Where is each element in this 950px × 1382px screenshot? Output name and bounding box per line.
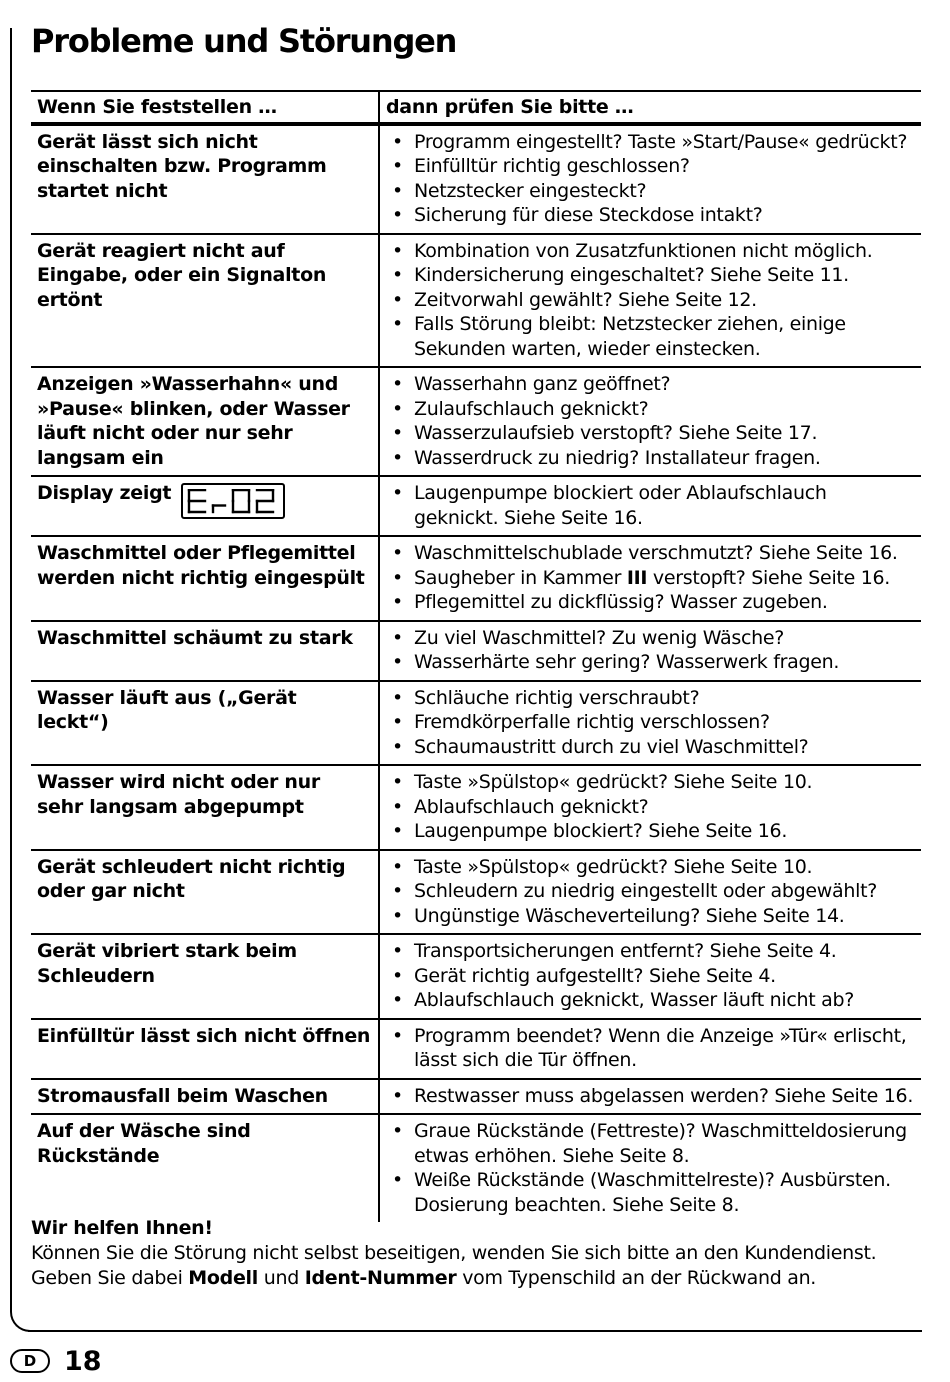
bullet-icon: • bbox=[392, 1169, 403, 1191]
list-item bbox=[386, 770, 915, 795]
checks-cell bbox=[379, 934, 921, 1019]
list-item bbox=[386, 481, 915, 530]
problem-text: Waschmittel oder Pflegemittel werden nicht richtig eingespült bbox=[37, 542, 365, 589]
help-line-1: Können Sie die Störung nicht selbst beseitigen, wenden Sie sich bitte an den Kundendienst. bbox=[31, 1242, 877, 1264]
check-text: Graue Rückstände (Fettreste)? Waschmitteldosierung etwas erhöhen. Siehe Seite 8. bbox=[414, 1120, 907, 1167]
check-text: Ablaufschlauch geknickt? bbox=[414, 795, 649, 818]
help-line-2-text: und bbox=[257, 1267, 305, 1289]
checks-cell bbox=[379, 367, 921, 476]
bullet-icon: • bbox=[392, 373, 403, 395]
problem-cell bbox=[31, 536, 379, 621]
checks-list bbox=[386, 686, 915, 760]
problem-text: Gerät schleudert nicht richtig oder gar nicht bbox=[37, 855, 346, 902]
seven-segment-icon bbox=[187, 489, 279, 515]
check-text: Saugheber in Kammer III verstopft? Siehe Seite 16. bbox=[414, 566, 891, 589]
problem-cell bbox=[31, 681, 379, 766]
bullet-icon: • bbox=[392, 795, 403, 818]
page-number: 18 bbox=[64, 1345, 102, 1377]
check-text: Kombination von Zusatzfunktionen nicht möglich. bbox=[414, 239, 873, 262]
list-item bbox=[386, 626, 915, 651]
problem-text: Wasser wird nicht oder nur sehr langsam abgepumpt bbox=[37, 771, 320, 818]
check-text: Wasserzulaufsieb verstopft? Siehe Seite 17. bbox=[414, 422, 818, 444]
list-item bbox=[386, 795, 915, 820]
checks-cell bbox=[379, 765, 921, 850]
check-text: Laugenpumpe blockiert oder Ablaufschlauch geknickt. Siehe Seite 16. bbox=[414, 482, 827, 529]
check-text: Ungünstige Wäscheverteilung? Siehe Seite 14. bbox=[414, 904, 845, 927]
list-item bbox=[386, 154, 915, 179]
list-item bbox=[386, 939, 915, 964]
table-header-row bbox=[31, 91, 921, 124]
bullet-icon: • bbox=[392, 446, 403, 469]
bullet-icon: • bbox=[392, 904, 403, 927]
checks-list bbox=[386, 770, 915, 844]
problem-cell bbox=[31, 934, 379, 1019]
bullet-icon: • bbox=[392, 313, 403, 335]
list-item bbox=[386, 541, 915, 566]
check-text: Waschmittelschublade verschmutzt? Siehe Seite 16. bbox=[414, 542, 898, 564]
table-row bbox=[31, 765, 921, 850]
help-section bbox=[31, 1216, 931, 1291]
check-text: Weiße Rückstände (Waschmittelreste)? Ausbürsten. Dosierung beachten. Siehe Seite 8. bbox=[414, 1169, 891, 1216]
list-item bbox=[386, 372, 915, 397]
bullet-icon: • bbox=[392, 422, 403, 444]
problem-cell bbox=[31, 124, 379, 234]
problem-cell bbox=[31, 850, 379, 935]
bullet-icon: • bbox=[392, 482, 403, 504]
problem-cell bbox=[31, 367, 379, 476]
bullet-icon: • bbox=[392, 735, 403, 758]
checks-cell bbox=[379, 1079, 921, 1115]
list-item bbox=[386, 686, 915, 711]
list-item bbox=[386, 855, 915, 880]
check-text: Wasserhärte sehr gering? Wasserwerk fragen. bbox=[414, 651, 840, 673]
checks-cell bbox=[379, 681, 921, 766]
help-ident-term: Ident-Nummer bbox=[304, 1267, 457, 1289]
list-item bbox=[386, 312, 915, 361]
checks-list bbox=[386, 372, 915, 470]
checks-list bbox=[386, 541, 915, 615]
bullet-icon: • bbox=[392, 179, 403, 202]
table-row bbox=[31, 234, 921, 368]
problem-text: Stromausfall beim Waschen bbox=[37, 1084, 328, 1107]
checks-list bbox=[386, 130, 915, 228]
list-item bbox=[386, 446, 915, 471]
checks-cell bbox=[379, 476, 921, 536]
check-text: Fremdkörperfalle richtig verschlossen? bbox=[414, 711, 770, 733]
bullet-icon: • bbox=[392, 880, 403, 902]
check-text: Zeitvorwahl gewählt? Siehe Seite 12. bbox=[414, 288, 757, 311]
list-item bbox=[386, 566, 915, 591]
troubleshooting-table bbox=[31, 90, 921, 1222]
checks-list bbox=[386, 1119, 915, 1217]
checks-list bbox=[386, 626, 915, 675]
problem-cell bbox=[31, 1079, 379, 1115]
bullet-icon: • bbox=[392, 288, 403, 311]
check-text: Wasserhahn ganz geöffnet? bbox=[414, 373, 671, 395]
bullet-icon: • bbox=[392, 239, 403, 262]
check-text: Taste »Spülstop« gedrückt? Siehe Seite 10. bbox=[414, 771, 813, 793]
bullet-icon: • bbox=[392, 964, 403, 987]
bullet-icon: • bbox=[392, 591, 403, 613]
bullet-icon: • bbox=[392, 711, 403, 733]
problem-text: Gerät vibriert stark beim Schleudern bbox=[37, 940, 297, 987]
problem-text: Gerät reagiert nicht auf Eingabe, oder ein Signalton ertönt bbox=[37, 239, 327, 311]
list-item bbox=[386, 964, 915, 989]
check-text: Sicherung für diese Steckdose intakt? bbox=[414, 204, 763, 226]
bullet-icon: • bbox=[392, 566, 403, 589]
problem-text: Waschmittel schäumt zu stark bbox=[37, 626, 353, 649]
checks-list bbox=[386, 481, 915, 530]
table-row bbox=[31, 934, 921, 1019]
bullet-icon: • bbox=[392, 651, 403, 673]
list-item bbox=[386, 590, 915, 615]
problem-cell bbox=[31, 621, 379, 681]
check-text: Schleudern zu niedrig eingestellt oder abgewählt? bbox=[414, 880, 878, 902]
problem-cell bbox=[31, 476, 379, 536]
list-item bbox=[386, 1119, 915, 1168]
error-display-icon bbox=[181, 483, 285, 519]
bullet-icon: • bbox=[392, 204, 403, 226]
list-item bbox=[386, 904, 915, 929]
list-item bbox=[386, 421, 915, 446]
bullet-icon: • bbox=[392, 542, 403, 564]
table-row bbox=[31, 850, 921, 935]
problem-cell bbox=[31, 234, 379, 368]
check-text: Transportsicherungen entfernt? Siehe Seite 4. bbox=[414, 940, 837, 962]
list-item bbox=[386, 988, 915, 1013]
list-item bbox=[386, 179, 915, 204]
check-text: Pflegemittel zu dickflüssig? Wasser zugeben. bbox=[414, 591, 828, 613]
bullet-icon: • bbox=[392, 397, 403, 420]
problem-cell bbox=[31, 765, 379, 850]
check-text: Programm beendet? Wenn die Anzeige »Tür« erlischt, lässt sich die Tür öffnen. bbox=[414, 1024, 907, 1071]
problem-text: Auf der Wäsche sind Rückstände bbox=[37, 1120, 251, 1167]
check-text: Einfülltür richtig geschlossen? bbox=[414, 155, 690, 177]
bullet-icon: • bbox=[392, 686, 403, 709]
bullet-icon: • bbox=[392, 940, 403, 962]
problem-text: Wasser läuft aus („Gerät leckt“) bbox=[37, 686, 297, 733]
bullet-icon: • bbox=[392, 1120, 403, 1142]
bullet-icon: • bbox=[392, 771, 403, 793]
table-row bbox=[31, 1019, 921, 1079]
checks-cell bbox=[379, 850, 921, 935]
checks-cell bbox=[379, 1019, 921, 1079]
problem-text: Display zeigt bbox=[37, 482, 172, 504]
list-item bbox=[386, 263, 915, 288]
bullet-icon: • bbox=[392, 820, 403, 842]
check-text: Zulaufschlauch geknickt? bbox=[414, 397, 649, 420]
problem-text: Anzeigen »Wasserhahn« und »Pause« blinken, oder Wasser läuft nicht oder nur sehr langsam ein bbox=[37, 373, 350, 469]
bullet-icon: • bbox=[392, 1084, 403, 1107]
check-text: Schläuche richtig verschraubt? bbox=[414, 686, 700, 709]
check-text: Taste »Spülstop« gedrückt? Siehe Seite 10. bbox=[414, 855, 813, 878]
check-text: Wasserdruck zu niedrig? Installateur fragen. bbox=[414, 446, 821, 469]
column-header-problem: Wenn Sie feststellen … bbox=[31, 91, 379, 124]
checks-list bbox=[386, 1084, 915, 1109]
help-model-term: Modell bbox=[188, 1267, 258, 1289]
table-row bbox=[31, 367, 921, 476]
bullet-icon: • bbox=[392, 855, 403, 878]
table-row bbox=[31, 621, 921, 681]
page-title: Probleme und Störungen bbox=[31, 22, 457, 60]
checks-list bbox=[386, 1024, 915, 1073]
list-item bbox=[386, 1168, 915, 1217]
country-badge: D bbox=[10, 1349, 50, 1373]
list-item bbox=[386, 203, 915, 228]
checks-cell bbox=[379, 234, 921, 368]
check-text: Schaumaustritt durch zu viel Waschmittel? bbox=[414, 735, 809, 758]
bullet-icon: • bbox=[392, 155, 403, 177]
list-item bbox=[386, 130, 915, 155]
bullet-icon: • bbox=[392, 989, 403, 1011]
check-text: Gerät richtig aufgestellt? Siehe Seite 4. bbox=[414, 964, 776, 987]
list-item bbox=[386, 1084, 915, 1109]
bullet-icon: • bbox=[392, 1024, 403, 1047]
list-item bbox=[386, 1024, 915, 1073]
list-item bbox=[386, 819, 915, 844]
page-footer bbox=[10, 1344, 102, 1378]
problem-text: Gerät lässt sich nicht einschalten bzw. Programm startet nicht bbox=[37, 130, 327, 202]
problem-text: Einfülltür lässt sich nicht öffnen bbox=[37, 1024, 371, 1047]
table-row bbox=[31, 681, 921, 766]
table-row bbox=[31, 124, 921, 234]
list-item bbox=[386, 735, 915, 760]
list-item bbox=[386, 879, 915, 904]
checks-list bbox=[386, 939, 915, 1013]
help-heading: Wir helfen Ihnen! bbox=[31, 1217, 213, 1239]
list-item bbox=[386, 397, 915, 422]
checks-cell bbox=[379, 1114, 921, 1222]
table-row bbox=[31, 1079, 921, 1115]
list-item bbox=[386, 288, 915, 313]
help-line-2-text: vom Typenschild an der Rückwand an. bbox=[456, 1267, 817, 1289]
table-row bbox=[31, 476, 921, 536]
check-text: Restwasser muss abgelassen werden? Siehe Seite 16. bbox=[414, 1084, 914, 1107]
table-row bbox=[31, 536, 921, 621]
help-line-2-text: Geben Sie dabei bbox=[31, 1267, 189, 1289]
checks-list bbox=[386, 239, 915, 362]
check-text: Zu viel Waschmittel? Zu wenig Wäsche? bbox=[414, 626, 785, 649]
help-line-2 bbox=[31, 1266, 931, 1291]
column-header-checks: dann prüfen Sie bitte … bbox=[379, 91, 921, 124]
bullet-icon: • bbox=[392, 626, 403, 649]
checks-cell bbox=[379, 536, 921, 621]
table-row bbox=[31, 1114, 921, 1222]
check-text: Falls Störung bleibt: Netzstecker ziehen, einige Sekunden warten, wieder einstecken. bbox=[414, 313, 846, 360]
list-item bbox=[386, 710, 915, 735]
problem-cell bbox=[31, 1019, 379, 1079]
checks-cell bbox=[379, 124, 921, 234]
bullet-icon: • bbox=[392, 130, 403, 153]
check-text: Netzstecker eingesteckt? bbox=[414, 179, 647, 202]
check-text: Laugenpumpe blockiert? Siehe Seite 16. bbox=[414, 820, 788, 842]
page-frame-bottom bbox=[28, 1330, 922, 1332]
problem-cell bbox=[31, 1114, 379, 1222]
check-text: Ablaufschlauch geknickt, Wasser läuft nicht ab? bbox=[414, 989, 854, 1011]
list-item bbox=[386, 239, 915, 264]
list-item bbox=[386, 650, 915, 675]
checks-list bbox=[386, 855, 915, 929]
page-frame-line bbox=[10, 28, 30, 1332]
check-text: Kindersicherung eingeschaltet? Siehe Seite 11. bbox=[414, 264, 849, 286]
checks-cell bbox=[379, 621, 921, 681]
bullet-icon: • bbox=[392, 264, 403, 286]
check-text: Programm eingestellt? Taste »Start/Pause« gedrückt? bbox=[414, 130, 908, 153]
